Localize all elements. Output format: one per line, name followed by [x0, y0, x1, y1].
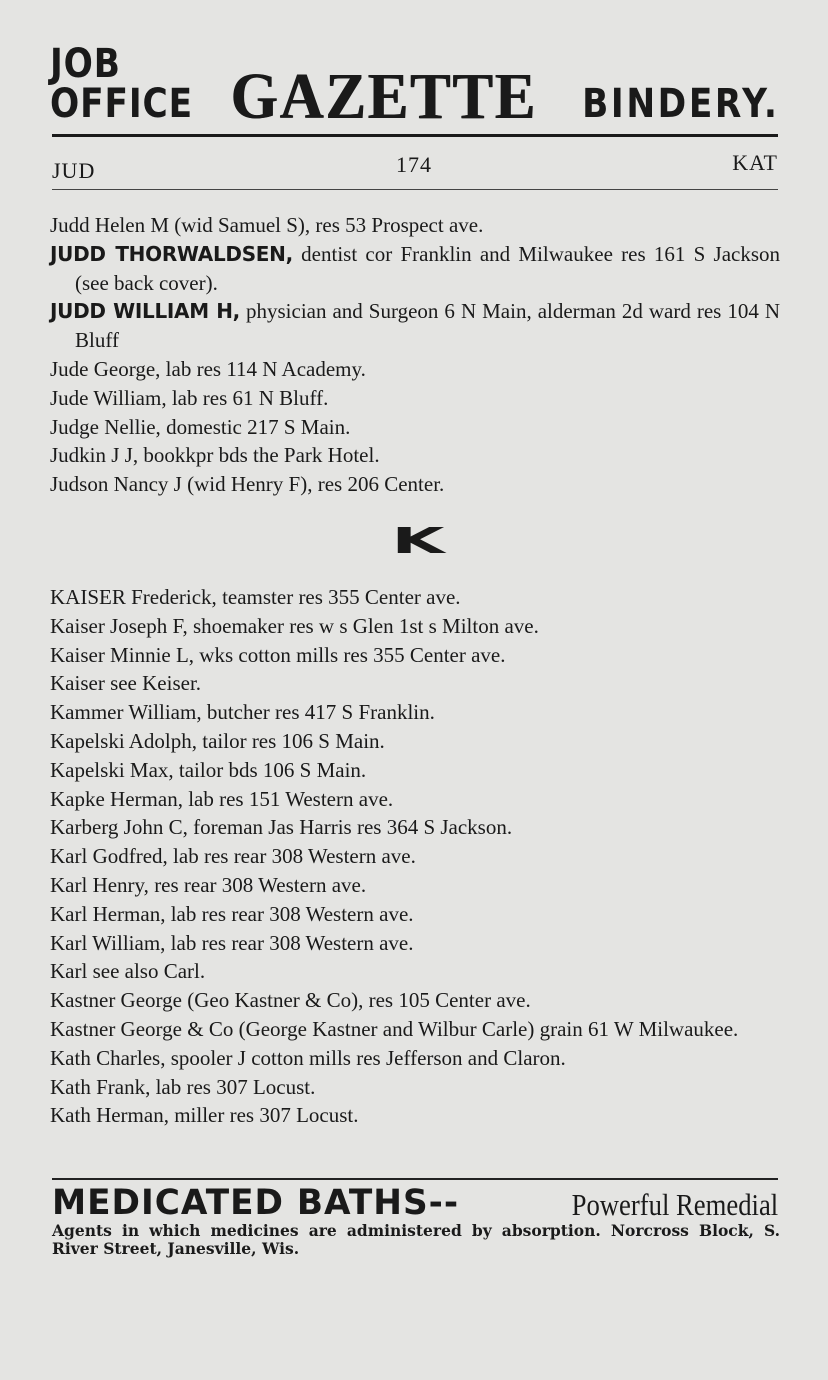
entry-details: teamster res 355 Center ave. — [216, 585, 461, 609]
entry-details: physician and Surgeon 6 N Main, alderman 2d ward res 104 N Bluff — [75, 299, 780, 353]
directory-entry — [50, 211, 780, 240]
footer-ad-body: Agents in which medicines are administered by absorption. Norcross Block, S. River Street, Janesville, Wis. — [52, 1221, 780, 1258]
entry-details: spooler J cotton mills res Jefferson and Claron. — [165, 1045, 566, 1070]
entry-name: Judd Helen M — [50, 213, 169, 237]
entry-name: Kapelski Adolph, — [50, 728, 197, 753]
directory-entry — [50, 384, 780, 413]
header-rule-top — [52, 134, 778, 137]
entry-name: Kaiser Minnie L, — [50, 642, 195, 667]
footer-ad-tagline: Powerful Remedial — [571, 1187, 778, 1222]
entry-details: (wid Henry F), res 206 Center. — [181, 472, 445, 497]
directory-entry — [50, 756, 780, 785]
entry-name: Kath Charles, — [50, 1045, 166, 1070]
entry-details: (George Kastner and Wilbur Carle) grain 61 W Milwaukee. — [233, 1016, 739, 1041]
entry-name: JUDD THORWALDSEN, — [50, 241, 293, 266]
header-left-text: JOB OFFICE — [50, 41, 193, 127]
directory-entry — [50, 727, 780, 756]
entry-name: Karl Godfred, — [50, 844, 168, 869]
entries-j-list — [50, 211, 780, 499]
entry-name: Karl William, — [50, 930, 166, 955]
entry-name: Judson Nancy J — [50, 472, 182, 497]
section-letter-k: K — [391, 521, 445, 562]
entry-name: Karl — [50, 959, 88, 984]
entry-name: JUDD WILLIAM H, — [50, 299, 240, 324]
entry-name: Karl Henry, — [50, 872, 149, 897]
directory-entry — [50, 612, 780, 641]
header-center-text: GAZETTE — [230, 60, 538, 133]
running-head-left: JUD — [52, 158, 96, 183]
entry-name: Jude George, — [50, 356, 161, 381]
directory-entry — [50, 413, 780, 442]
directory-entry — [50, 669, 780, 698]
running-head-rule — [52, 189, 778, 190]
entry-details: (Geo Kastner & Co), res 105 Center ave. — [181, 988, 531, 1013]
directory-entry — [50, 871, 780, 900]
entry-details: miller res 307 Locust. — [168, 1103, 359, 1128]
entry-name: Kapelski Max, — [50, 757, 174, 782]
directory-entry — [50, 929, 780, 958]
entry-details: bookkpr bds the Park Hotel. — [138, 443, 380, 468]
directory-entry — [50, 641, 780, 670]
directory-entry — [50, 842, 780, 871]
directory-entry — [50, 957, 780, 986]
entry-details: shoemaker res w s Glen 1st s Milton ave. — [187, 613, 539, 638]
entry-name: Kastner George & Co — [50, 1016, 234, 1041]
entry-name: Judge Nellie, — [50, 414, 161, 439]
entry-details: lab res 61 N Bluff. — [166, 385, 329, 410]
entry-details: see Keiser. — [104, 671, 202, 696]
entry-name: KAISER Frederick, — [50, 585, 217, 609]
entry-name: Kaiser Joseph F, — [50, 613, 188, 638]
entry-details: foreman Jas Harris res 364 S Jackson. — [187, 815, 513, 840]
directory-entry — [50, 297, 780, 355]
entry-details: lab res rear 308 Western ave. — [167, 844, 416, 869]
entry-details: lab res 114 N Academy. — [160, 356, 366, 381]
entry-details: lab res 151 Western ave. — [182, 786, 394, 811]
entry-name: Judkin J J, — [50, 443, 139, 468]
entry-name: Kaiser — [50, 671, 105, 696]
entry-details: see also Carl. — [87, 959, 206, 984]
footer-ad-title — [52, 1183, 782, 1223]
directory-entry — [50, 441, 780, 470]
directory-entry — [50, 785, 780, 814]
entry-details: dentist cor Franklin and Milwaukee res 161 S Jackson (see back cover). — [75, 241, 781, 295]
page-number: 174 — [396, 152, 432, 177]
footer-rule — [52, 1178, 778, 1180]
directory-entry — [50, 986, 780, 1015]
entry-details: lab res rear 308 Western ave. — [165, 901, 414, 926]
entry-name: Kath Herman, — [50, 1103, 169, 1128]
entry-details: lab res rear 308 Western ave. — [165, 930, 414, 955]
entries-k-list — [50, 583, 780, 1130]
running-head-right: KAT — [732, 150, 778, 175]
running-head — [52, 150, 778, 184]
entry-details: (wid Samuel S), res 53 Prospect ave. — [169, 213, 484, 237]
directory-entry — [50, 355, 780, 384]
directory-entry — [50, 1101, 780, 1130]
entry-details: tailor res 106 S Main. — [197, 728, 385, 753]
entry-name: Karberg John C, — [50, 815, 188, 840]
entry-details: tailor bds 106 S Main. — [173, 757, 367, 782]
entry-details: res rear 308 Western ave. — [148, 872, 367, 897]
footer-ad-heading: MEDICATED BATHS-- — [52, 1183, 460, 1223]
entry-name: Kapke Herman, — [50, 786, 183, 811]
header-right-text: BINDERY. — [582, 81, 780, 127]
directory-entry — [50, 470, 780, 499]
entry-name: Kammer William, — [50, 700, 202, 725]
entry-details: domestic 217 S Main. — [160, 414, 351, 439]
entry-details: butcher res 417 S Franklin. — [201, 700, 435, 725]
directory-entry — [50, 900, 780, 929]
directory-entry — [50, 583, 780, 612]
entry-name: Jude William, — [50, 385, 167, 410]
directory-entry — [50, 813, 780, 842]
entry-details: lab res 307 Locust. — [150, 1074, 316, 1099]
entry-name: Kastner George — [50, 988, 182, 1013]
directory-entry — [50, 240, 780, 298]
entry-name: Kath Frank, — [50, 1074, 151, 1099]
directory-entry — [50, 1015, 780, 1044]
directory-entry — [50, 1073, 780, 1102]
entry-details: wks cotton mills res 355 Center ave. — [194, 642, 506, 667]
directory-entry — [50, 1044, 780, 1073]
entry-name: Karl Herman, — [50, 901, 166, 926]
header-banner — [50, 41, 780, 133]
directory-entry — [50, 698, 780, 727]
